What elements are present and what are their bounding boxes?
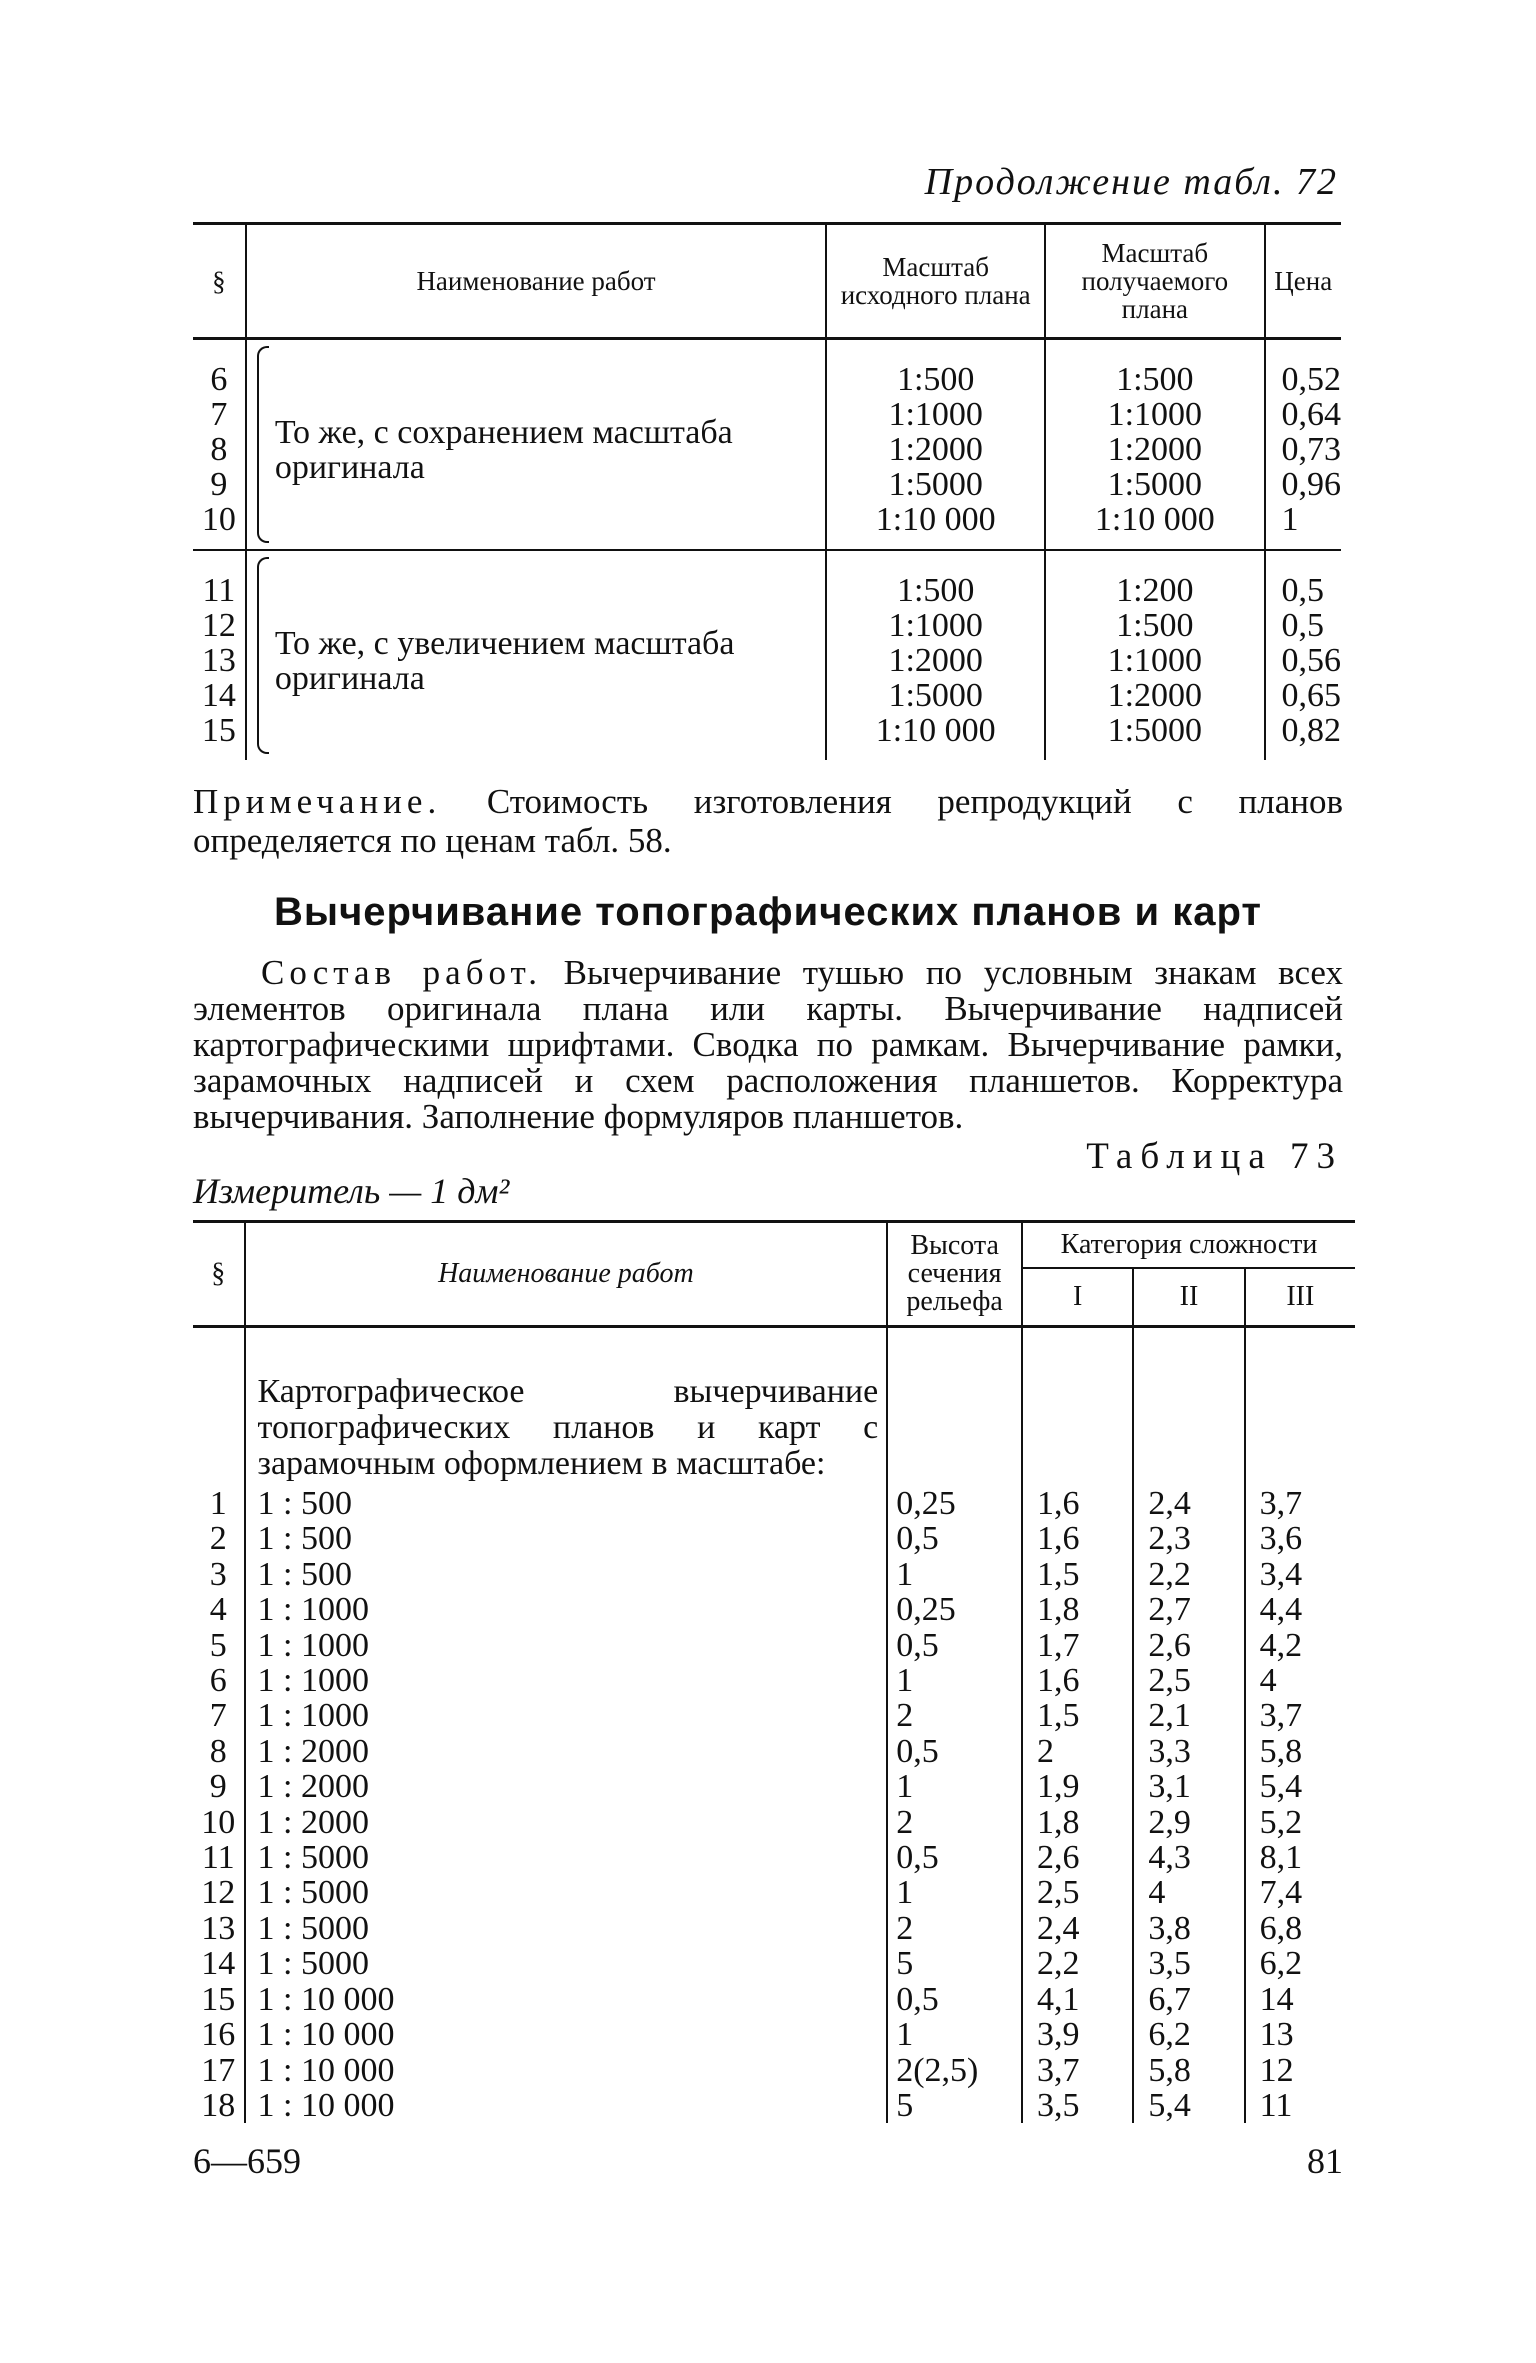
composition-label: Состав работ. [261, 953, 542, 992]
page-number: 81 [1307, 2141, 1343, 2181]
row-cat-3: 3,7 3,6 3,4 4,4 4,2 4 3,7 5,8 5,4 5,2 8,1 7,4 6,8 6,2 14 13 12 11 [1245, 1486, 1355, 2123]
table-body [193, 1486, 1355, 2123]
row-name: То же, с увеличением масштаба оригинала [246, 550, 826, 760]
composition-text: Вычерчивание тушью по условным знакам всех элементов оригинала плана или карты. Вычерчивание надписей картографическими шрифтами. Сводка по рамкам. Вычерчивание рамки, зарамочных надписей и схем расположения планшетов. Корректура вычерчивания. Заполнение формуляров планшетов. [193, 953, 1343, 1136]
header-name: Наименование работ [245, 1222, 888, 1327]
meter-unit: Измеритель — 1 дм² [193, 1171, 510, 1211]
table-header [193, 224, 1341, 339]
row-heights: 0,25 0,5 1 0,25 0,5 1 2 0,5 1 2 0,5 1 2 5 0,5 1 2(2,5) 5 [887, 1486, 1022, 2123]
continuation-title: Продолжение табл. 72 [924, 161, 1338, 203]
row-scales: 1 : 500 1 : 500 1 : 500 1 : 1000 1 : 1000 1 : 1000 1 : 1000 1 : 2000 1 : 2000 1 : 2000 1 : 5000 1 : 5000 1 : 5000 1 : 5000 1 : 10 000 1 : 10 000 1 : 10 000 1 : 10 000 [245, 1486, 888, 2123]
note-text: Стоимость изготовления репродукций с планов определяется по ценам табл. 58. [193, 782, 1343, 860]
composition-paragraph [193, 955, 1343, 1135]
section-title: Вычерчивание топографических планов и карт [274, 890, 1262, 934]
header-name: Наименование работ [246, 224, 826, 339]
table-73-label: Таблица 73 [1086, 1136, 1343, 1177]
footer-code: 6—659 [193, 2141, 301, 2181]
intro-text: Картографическое вычерчивание топографических планов и карт с зарамочным оформлением в масштабе: [245, 1327, 888, 1487]
row-scale-source: 1:500 1:1000 1:2000 1:5000 1:10 000 [826, 550, 1045, 760]
row-numbers: 11 12 13 14 15 [193, 550, 246, 760]
row-scale-result: 1:500 1:1000 1:2000 1:5000 1:10 000 [1045, 339, 1264, 551]
header-cat-1: I [1022, 1268, 1133, 1327]
table-72 [193, 222, 1341, 760]
header-cat-3: III [1245, 1268, 1355, 1327]
header-category: Категория сложности [1022, 1222, 1355, 1269]
header-scale-result: Масштаб получаемого плана [1045, 224, 1264, 339]
note [193, 782, 1343, 860]
row-cat-2: 2,4 2,3 2,2 2,7 2,6 2,5 2,1 3,3 3,1 2,9 4,3 4 3,8 3,5 6,7 6,2 5,8 5,4 [1133, 1486, 1244, 2123]
header-cat-2: II [1133, 1268, 1244, 1327]
note-label: Примечание. [193, 782, 442, 821]
row-price: 0,52 0,64 0,73 0,96 1 [1265, 339, 1342, 551]
row-numbers: 6 7 8 9 10 [201, 361, 236, 538]
header-height: Высота сечения рельефа [887, 1222, 1022, 1327]
row-scale-result: 1:200 1:500 1:1000 1:2000 1:5000 [1045, 550, 1264, 760]
table-header [193, 1222, 1355, 1269]
row-numbers: 1 2 3 4 5 6 7 8 9 10 11 12 13 14 15 16 17 18 [201, 1485, 236, 2124]
row-price: 0,5 0,5 0,56 0,65 0,82 [1265, 550, 1342, 760]
row-name: То же, с сохранением масштаба оригинала [246, 339, 826, 551]
row-cat-1: 1,6 1,6 1,5 1,8 1,7 1,6 1,5 2 1,9 1,8 2,6 2,5 2,4 2,2 4,1 3,9 3,7 3,5 [1022, 1486, 1133, 2123]
header-price: Цена [1265, 224, 1342, 339]
table-row-group [193, 550, 1341, 760]
row-scale-source: 1:500 1:1000 1:2000 1:5000 1:10 000 [826, 339, 1045, 551]
table-row-group [193, 339, 1341, 551]
table-row-intro [193, 1327, 1355, 1487]
header-scale-source: Масштаб исходного плана [826, 224, 1045, 339]
table-73 [193, 1220, 1355, 2123]
header-section: § [193, 1222, 245, 1327]
header-section: § [193, 224, 246, 339]
